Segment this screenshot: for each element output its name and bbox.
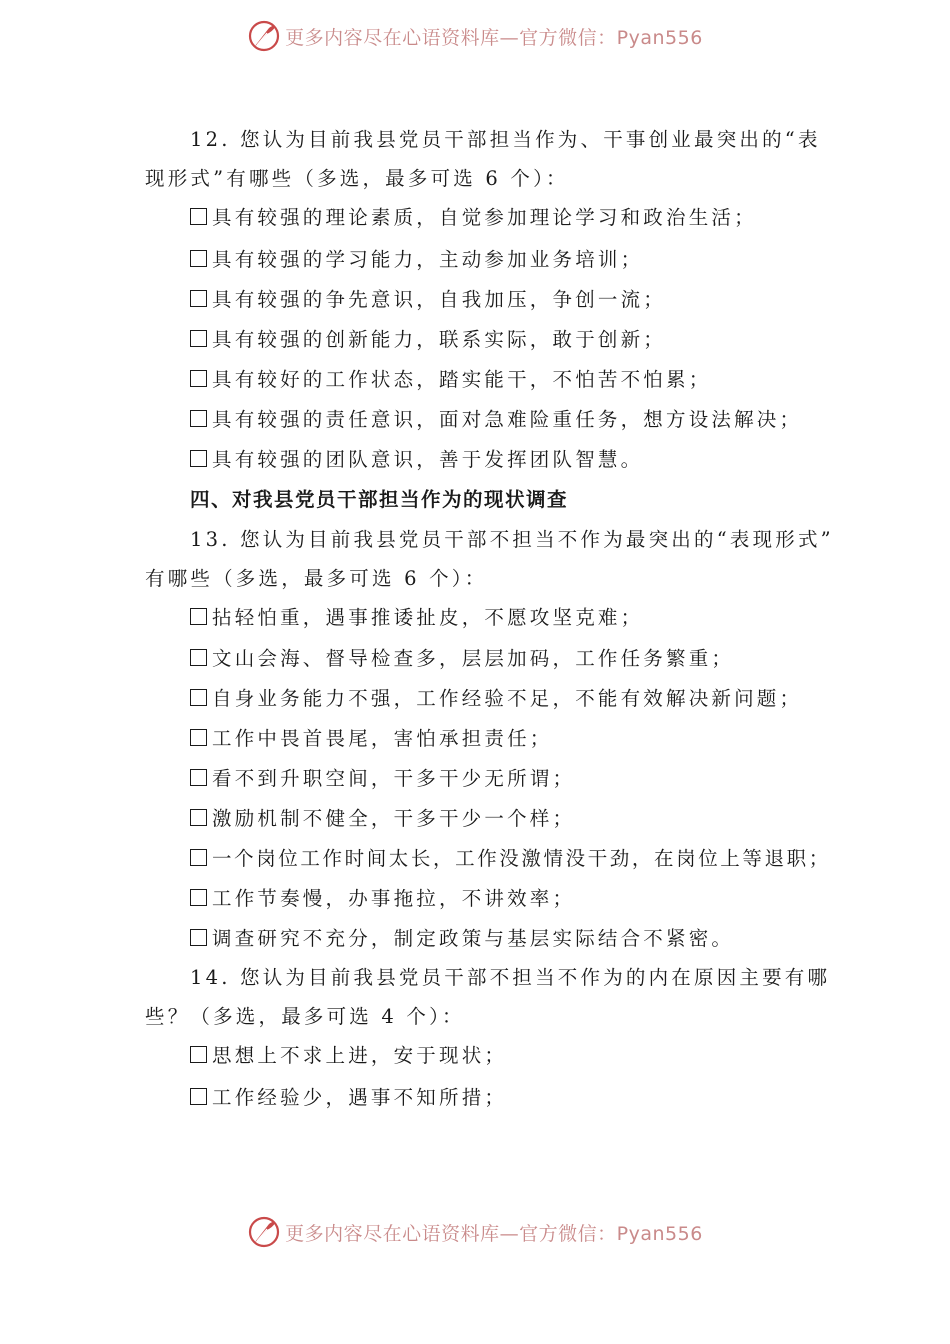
checkbox-icon[interactable]	[190, 689, 207, 706]
q12-option[interactable]: 具有较好的工作状态，踏实能干，不怕苦不怕累；	[190, 368, 711, 392]
checkbox-icon[interactable]	[190, 1046, 207, 1063]
checkbox-icon[interactable]	[190, 410, 207, 427]
q12-option[interactable]: 具有较强的学习能力，主动参加业务培训；	[190, 248, 643, 272]
q13-option[interactable]: 一个岗位工作时间太长，工作没激情没干劲，在岗位上等退职；	[190, 847, 831, 871]
checkbox-icon[interactable]	[190, 450, 207, 467]
q12-line1: 12. 您认为目前我县党员干部担当作为、干事创业最突出的“表	[190, 128, 821, 151]
quill-logo-icon	[247, 1215, 281, 1249]
header-banner	[0, 16, 950, 56]
q14-option[interactable]: 思想上不求上进，安于现状；	[190, 1044, 507, 1068]
q13-option[interactable]: 工作中畏首畏尾，害怕承担责任；	[190, 727, 553, 751]
checkbox-icon[interactable]	[190, 929, 207, 946]
q13-line2: 有哪些（多选，最多可选 6 个）：	[145, 567, 488, 590]
header-wechat-id: Pyan556	[616, 26, 703, 49]
q13-option[interactable]: 文山会海、督导检查多，层层加码，工作任务繁重；	[190, 647, 734, 671]
checkbox-icon[interactable]	[190, 769, 207, 786]
checkbox-icon[interactable]	[190, 290, 207, 307]
footer-wechat-id: Pyan556	[616, 1222, 703, 1245]
q13-option[interactable]: 自身业务能力不强，工作经验不足，不能有效解决新问题；	[190, 687, 802, 711]
checkbox-icon[interactable]	[190, 608, 207, 625]
q13-option[interactable]: 调查研究不充分，制定政策与基层实际结合不紧密。	[190, 927, 734, 951]
q13-option[interactable]: 拈轻怕重，遇事推诿扯皮，不愿攻坚克难；	[190, 606, 643, 630]
q12-option[interactable]: 具有较强的理论素质，自觉参加理论学习和政治生活；	[190, 206, 757, 230]
checkbox-icon[interactable]	[190, 889, 207, 906]
q12-option[interactable]: 具有较强的创新能力，联系实际，敢于创新；	[190, 328, 666, 352]
header-banner-text: 更多内容尽在心语资料库—官方微信：Pyan556	[285, 26, 703, 49]
checkbox-icon[interactable]	[190, 370, 207, 387]
q14-line1: 14. 您认为目前我县党员干部不担当不作为的内在原因主要有哪	[190, 966, 831, 989]
checkbox-icon[interactable]	[190, 250, 207, 267]
checkbox-icon[interactable]	[190, 208, 207, 225]
section-heading: 四、对我县党员干部担当作为的现状调查	[190, 488, 569, 511]
quill-logo-icon	[247, 19, 281, 53]
checkbox-icon[interactable]	[190, 1088, 207, 1105]
q14-option[interactable]: 工作经验少，遇事不知所措；	[190, 1086, 507, 1110]
checkbox-icon[interactable]	[190, 649, 207, 666]
q13-line1: 13. 您认为目前我县党员干部不担当不作为最突出的“表现形式”	[190, 528, 834, 551]
checkbox-icon[interactable]	[190, 729, 207, 746]
q13-option[interactable]: 工作节奏慢，办事拖拉，不讲效率；	[190, 887, 575, 911]
q12-option[interactable]: 具有较强的团队意识，善于发挥团队智慧。	[190, 448, 643, 472]
checkbox-icon[interactable]	[190, 849, 207, 866]
q12-line2: 现形式”有哪些（多选，最多可选 6 个）：	[145, 167, 569, 190]
q13-option[interactable]: 激励机制不健全，干多干少一个样；	[190, 807, 575, 831]
q12-option[interactable]: 具有较强的争先意识，自我加压，争创一流；	[190, 288, 666, 312]
checkbox-icon[interactable]	[190, 809, 207, 826]
q13-option[interactable]: 看不到升职空间，干多干少无所谓；	[190, 767, 575, 791]
footer-banner	[0, 1212, 950, 1252]
q14-line2: 些？（多选，最多可选 4 个）：	[145, 1005, 465, 1028]
checkbox-icon[interactable]	[190, 330, 207, 347]
footer-banner-text: 更多内容尽在心语资料库—官方微信：Pyan556	[285, 1222, 703, 1245]
q12-option[interactable]: 具有较强的责任意识，面对急难险重任务，想方设法解决；	[190, 408, 802, 432]
